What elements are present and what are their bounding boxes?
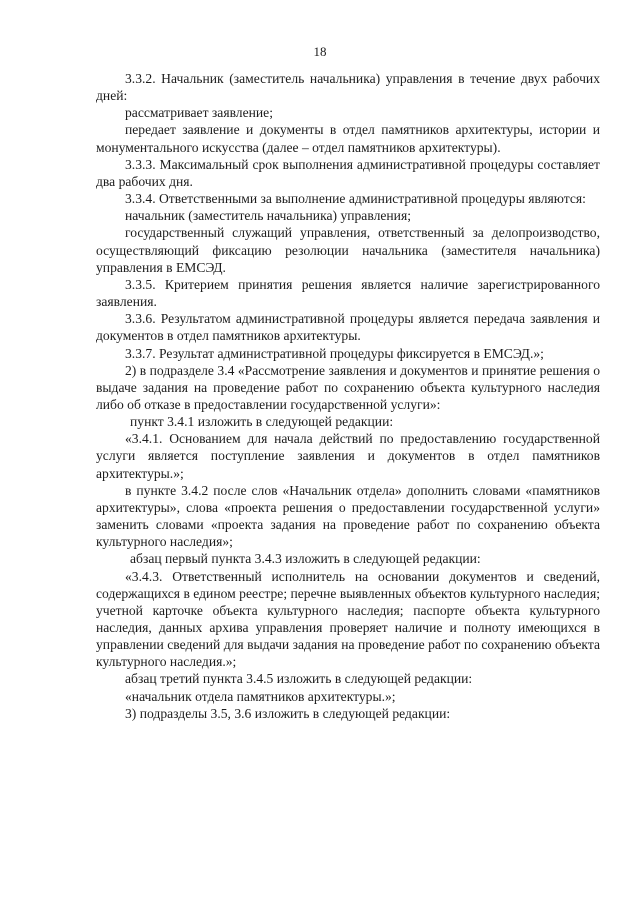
- paragraph-3-3-2: 3.3.2. Начальник (заместитель начальника) управления в течение двух рабочих дней:: [96, 71, 600, 104]
- paragraph-item-3: 3) подразделы 3.5, 3.6 изложить в следующей редакции:: [125, 705, 451, 721]
- paragraph-3-4-1: «3.4.1. Основанием для начала действий по предоставлению государственной услуги является поступление заявления и документов в отдел памятников архитектуры.»;: [96, 431, 600, 481]
- paragraph-civil-servant: государственный служащий управления, ответственный за делопроизводство, осуществляющий фиксацию резолюции начальника (заместителя начальника) управления в ЕМСЭД.: [96, 225, 600, 275]
- paragraph-3-3-7: 3.3.7. Результат административной процедуры фиксируется в ЕМСЭД.»;: [125, 345, 544, 361]
- paragraph-reviews-application: рассматривает заявление;: [125, 105, 273, 121]
- paragraph-transfers-documents: передает заявление и документы в отдел памятников архитектуры, истории и монументального искусства (далее – отдел памятников архитектуры).: [96, 122, 600, 155]
- paragraph-head-of-architecture-dept: «начальник отдела памятников архитектуры.»;: [125, 688, 396, 704]
- paragraph-3-3-4: 3.3.4. Ответственными за выполнение административной процедуры являются:: [125, 191, 586, 207]
- paragraph-3-3-5: 3.3.5. Критерием принятия решения является наличие зарегистрированного заявления.: [96, 276, 600, 310]
- document-body: [96, 70, 600, 722]
- paragraph-head-of-department: начальник (заместитель начальника) управления;: [125, 208, 411, 224]
- paragraph-3-4-5-intro: абзац третий пункта 3.4.5 изложить в следующей редакции:: [125, 671, 473, 687]
- paragraph-3-4-2-amendment: в пункте 3.4.2 после слов «Начальник отдела» дополнить словами «памятников архитектуры», слова «проекта решения о предоставлении государственной услуги» заменить словами «проекта задания на проведение работ по сохранению объекта культурного наследия»;: [96, 482, 600, 550]
- paragraph-3-4-3: «3.4.3. Ответственный исполнитель на основании документов и сведений, содержащихся в едином реестре; перечне выявленных объектов культурного наследия; учетной карточке объекта культурного наследия; паспорте объекта культурного наследия, данных архива управления проверяет наличие и полноту имеющихся в управлении сведений для выдачи задания на проведение работ по сохранению объекта культурного наследия.»;: [96, 568, 600, 670]
- page-number: 18: [313, 44, 327, 59]
- paragraph-3-3-6: 3.3.6. Результатом административной процедуры является передача заявления и документов в отдел памятников архитектуры.: [96, 311, 600, 344]
- paragraph-clause-3-4-1-intro: пункт 3.4.1 изложить в следующей редакции:: [130, 414, 394, 430]
- paragraph-3-4-3-intro: абзац первый пункта 3.4.3 изложить в следующей редакции:: [130, 551, 481, 567]
- paragraph-3-3-3: 3.3.3. Максимальный срок выполнения административной процедуры составляет два рабочих дня.: [96, 156, 600, 189]
- paragraph-item-2: 2) в подразделе 3.4 «Рассмотрение заявления и документов и принятие решения о выдаче задания на проведение работ по сохранению объекта культурного наследия либо об отказе в предоставлении государственной услуги»:: [96, 362, 600, 412]
